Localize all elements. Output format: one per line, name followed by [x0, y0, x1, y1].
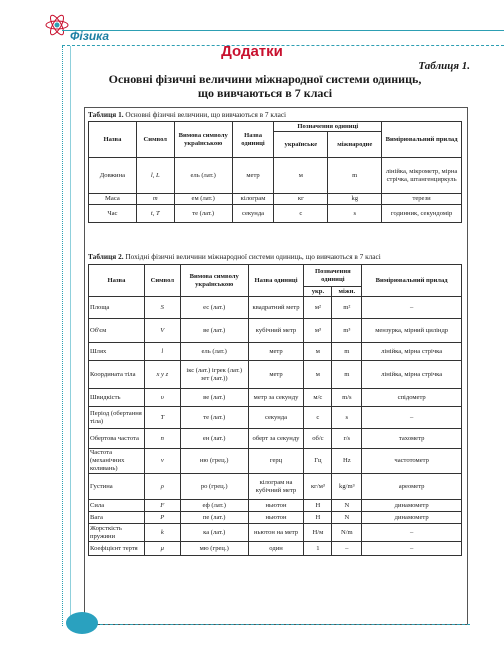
cell-intl: N	[332, 512, 362, 524]
cell-intl: s	[332, 407, 362, 429]
cell-unit: ньютон	[248, 500, 304, 512]
cell-unit: ньютон	[248, 512, 304, 524]
table1-caption-text: Основні фізичні величини, що вивчаються в 7 класі	[125, 110, 287, 119]
cell-instr: тахометр	[362, 429, 462, 449]
cell-name: Маса	[89, 194, 137, 205]
cell-unit: оберт за секунду	[248, 429, 304, 449]
cell-unit: метр	[248, 343, 304, 361]
table-row	[89, 449, 462, 474]
cell-ukr: кг	[274, 194, 328, 205]
cell-unit: один	[248, 542, 304, 556]
table2-caption-text: Похідні фізичні величини міжнародної системи одиниць, що вивчаються в 7 класі	[125, 252, 381, 261]
cell-ukr: м²	[304, 297, 332, 319]
cell-pron: мю (грец.)	[180, 542, 248, 556]
table2-caption	[88, 252, 381, 261]
table-2	[88, 264, 462, 556]
cell-ukr: об/с	[304, 429, 332, 449]
cell-intl: m	[328, 158, 382, 194]
cell-ukr: Н/м	[304, 524, 332, 542]
main-title-line-2: що вивчаються в 7 класі	[197, 86, 333, 100]
t2-h-intl: міжн.	[332, 287, 362, 297]
cell-unit: ньютон на метр	[248, 524, 304, 542]
cell-intl: m/s	[332, 389, 362, 407]
cell-pron: ро (грец.)	[180, 474, 248, 500]
t1-h-notation: Позначення одиниці	[274, 122, 382, 132]
cell-symbol: x y z	[144, 361, 180, 389]
brand-label: Фізика	[70, 29, 110, 43]
t2-h-name: Назва	[89, 265, 145, 297]
table-row	[89, 297, 462, 319]
cell-unit: метр	[248, 361, 304, 389]
cell-unit: метр за секунду	[248, 389, 304, 407]
table-1	[88, 121, 462, 223]
cell-pron: ем (лат.)	[174, 194, 232, 205]
cell-pron: ель (лат.)	[174, 158, 232, 194]
cell-intl: m³	[332, 319, 362, 343]
side-decoration-line	[70, 46, 73, 626]
cell-instr: –	[362, 407, 462, 429]
cell-name: Період (обертання тіла)	[89, 407, 145, 429]
cell-name: Частота (механічних коливань)	[89, 449, 145, 474]
cell-name: Час	[89, 205, 137, 223]
cell-symbol: t, T	[136, 205, 174, 223]
cell-ukr: 1	[304, 542, 332, 556]
table-label: Таблиця 1.	[418, 60, 470, 72]
page-number	[66, 612, 98, 634]
t1-h-name: Назва	[89, 122, 137, 158]
cell-symbol: μ	[144, 542, 180, 556]
cell-intl: m	[332, 343, 362, 361]
cell-instr: –	[362, 297, 462, 319]
cell-ukr: Н	[304, 500, 332, 512]
footer-dashes	[100, 624, 470, 625]
table2-caption-label: Таблиця 2.	[88, 252, 124, 261]
cell-intl: m	[332, 361, 362, 389]
cell-unit: метр	[232, 158, 274, 194]
cell-intl: s	[328, 205, 382, 223]
table-row	[89, 500, 462, 512]
cell-intl: N	[332, 500, 362, 512]
cell-ukr: м	[304, 343, 332, 361]
section-title: Додатки	[221, 43, 283, 60]
cell-instr: динамометр	[362, 500, 462, 512]
t1-h-instr: Вимірювальний прилад	[382, 122, 462, 158]
cell-pron: ель (лат.)	[180, 343, 248, 361]
main-title-line-1: Основні фізичні величини міжнародної системи одиниць,	[108, 72, 422, 86]
table-row	[89, 389, 462, 407]
cell-symbol: S	[144, 297, 180, 319]
cell-symbol: n	[144, 429, 180, 449]
cell-name: Довжина	[89, 158, 137, 194]
cell-instr: лінійка, мірна стрічка	[362, 361, 462, 389]
cell-pron: еф (лат.)	[180, 500, 248, 512]
cell-instr: динамометр	[362, 512, 462, 524]
cell-unit: квадратний метр	[248, 297, 304, 319]
cell-name: Вага	[89, 512, 145, 524]
cell-symbol: T	[144, 407, 180, 429]
cell-name: Обертова частота	[89, 429, 145, 449]
cell-ukr: м/с	[304, 389, 332, 407]
table-row	[89, 343, 462, 361]
cell-pron: ве (лат.)	[180, 319, 248, 343]
table-row	[89, 319, 462, 343]
table1-caption-label: Таблиця 1.	[88, 110, 124, 119]
cell-intl: m²	[332, 297, 362, 319]
cell-symbol: V	[144, 319, 180, 343]
t1-h-symbol: Символ	[136, 122, 174, 158]
cell-instr: мензурка, мірний циліндр	[362, 319, 462, 343]
cell-unit: секунда	[248, 407, 304, 429]
cell-ukr: Гц	[304, 449, 332, 474]
cell-intl: Hz	[332, 449, 362, 474]
cell-ukr: кг/м³	[304, 474, 332, 500]
cell-symbol: ν	[144, 449, 180, 474]
table-row	[89, 542, 462, 556]
t2-h-notation: Позначення одиниці	[304, 265, 362, 287]
t2-h-pron: Вимова символу українською	[180, 265, 248, 297]
cell-instr: ареометр	[362, 474, 462, 500]
cell-name: Швидкість	[89, 389, 145, 407]
cell-pron: ен (лат.)	[180, 429, 248, 449]
table-row	[89, 194, 462, 205]
cell-name: Координата тіла	[89, 361, 145, 389]
t1-h-unit: Назва одиниці	[232, 122, 274, 158]
cell-unit: кілограм	[232, 194, 274, 205]
cell-pron: ес (лат.)	[180, 297, 248, 319]
t1-h-intl: міжнародне	[328, 132, 382, 158]
cell-intl: kg/m³	[332, 474, 362, 500]
cell-symbol: F	[144, 500, 180, 512]
t2-h-symbol: Символ	[144, 265, 180, 297]
side-decoration	[62, 46, 65, 626]
cell-pron: ка (лат.)	[180, 524, 248, 542]
cell-name: Сила	[89, 500, 145, 512]
table-row	[89, 407, 462, 429]
table-row	[89, 205, 462, 223]
cell-unit: кубічний метр	[248, 319, 304, 343]
t2-h-instr: Вимірювальний прилад	[362, 265, 462, 297]
cell-unit: герц	[248, 449, 304, 474]
cell-pron: ню (грец.)	[180, 449, 248, 474]
cell-pron: ве (лат.)	[180, 389, 248, 407]
cell-symbol: υ	[144, 389, 180, 407]
cell-ukr: с	[304, 407, 332, 429]
cell-name: Площа	[89, 297, 145, 319]
cell-pron: ікс (лат.) ігрек (лат.) зет (лат.))	[180, 361, 248, 389]
table-row	[89, 361, 462, 389]
cell-symbol: k	[144, 524, 180, 542]
table-row	[89, 524, 462, 542]
cell-unit: секунда	[232, 205, 274, 223]
cell-symbol: l, L	[136, 158, 174, 194]
t1-h-pron: Вимова символу українською	[174, 122, 232, 158]
cell-instr: годинник, секундомір	[382, 205, 462, 223]
cell-name: Об'єм	[89, 319, 145, 343]
cell-instr: лінійка, мірна стрічка	[362, 343, 462, 361]
table-row	[89, 429, 462, 449]
cell-ukr: м³	[304, 319, 332, 343]
cell-ukr: с	[274, 205, 328, 223]
table-row	[89, 512, 462, 524]
cell-intl: r/s	[332, 429, 362, 449]
cell-name: Жорсткість пружини	[89, 524, 145, 542]
t1-h-ukr: українське	[274, 132, 328, 158]
cell-ukr: м	[274, 158, 328, 194]
cell-ukr: м	[304, 361, 332, 389]
cell-pron: те (лат.)	[180, 407, 248, 429]
table-row	[89, 158, 462, 194]
cell-name: Шлях	[89, 343, 145, 361]
cell-symbol: l	[144, 343, 180, 361]
cell-instr: спідометр	[362, 389, 462, 407]
cell-symbol: m	[136, 194, 174, 205]
cell-intl: –	[332, 542, 362, 556]
cell-instr: лінійка, мікрометр, мірна стрічка, штангенциркуль	[382, 158, 462, 194]
cell-symbol: ρ	[144, 474, 180, 500]
table-row	[89, 474, 462, 500]
cell-name: Густина	[89, 474, 145, 500]
table1-caption	[88, 110, 286, 119]
cell-pron: пе (лат.)	[180, 512, 248, 524]
cell-instr: частотометр	[362, 449, 462, 474]
cell-instr: терези	[382, 194, 462, 205]
cell-pron: те (лат.)	[174, 205, 232, 223]
t2-h-ukr: укр.	[304, 287, 332, 297]
t2-h-unit: Назва одиниці	[248, 265, 304, 297]
cell-unit: кілограм на кубічний метр	[248, 474, 304, 500]
cell-name: Коефіцієнт тертя	[89, 542, 145, 556]
cell-intl: kg	[328, 194, 382, 205]
cell-intl: N/m	[332, 524, 362, 542]
cell-ukr: Н	[304, 512, 332, 524]
cell-symbol: P	[144, 512, 180, 524]
cell-instr: –	[362, 524, 462, 542]
main-title	[80, 72, 450, 100]
cell-instr: –	[362, 542, 462, 556]
